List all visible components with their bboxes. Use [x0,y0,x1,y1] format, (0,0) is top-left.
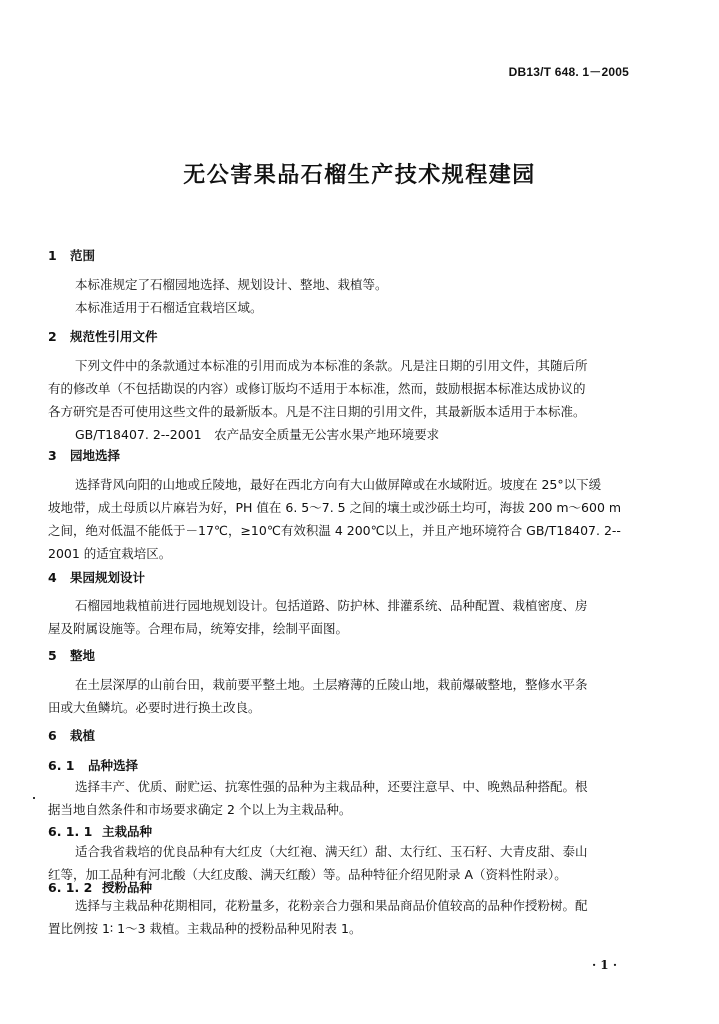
text-line: 置比例按 1∶ 1～3 栽植。主栽品种的授粉品种见附表 1。 [48,921,362,936]
text-line: 屋及附属设施等。合理布局，统筹安排，绘制平面图。 [48,621,349,636]
section-title: 品种选择 [88,758,139,773]
section-4-body [48,594,588,640]
section-1-body [75,273,388,319]
section-number: 6 [48,728,57,743]
section-number: 6. 1 [48,758,75,773]
text-line: 选择背风向阳的山地或丘陵地，最好在西北方向有大山做屏障或在水域附近。坡度在 25°以下缓 [75,477,602,492]
section-number: 6. 1. 2 [48,880,93,895]
text-line: 据当地自然条件和市场要求确定 2 个以上为主栽品种。 [48,802,352,817]
text-line: 下列文件中的条款通过本标准的引用而成为本标准的条款。凡是注日期的引用文件，其随后所 [75,358,588,373]
text-line: 坡地带，成土母质以片麻岩为好，PH 值在 6. 5～7. 5 之间的壤土或沙砾土均可，海拔 200 m～600 m [48,500,622,515]
section-title: 整地 [70,648,96,663]
standard-code: DB13/T 648. 1－2005 [508,65,629,79]
section-2-heading [48,327,158,345]
text-line: 本标准规定了石榴园地选择、规划设计、整地、栽植等。 [75,277,388,292]
section-title: 栽植 [70,728,96,743]
text-line: 在土层深厚的山前台田，栽前要平整土地。土层瘠薄的丘陵山地，栽前爆破整地，整修水平条 [75,677,588,692]
section-title: 园地选择 [70,448,121,463]
section-title: 果园规划设计 [70,570,146,585]
text-line: 适合我省栽培的优良品种有大红皮（大红袍、满天红）甜、太行红、玉石籽、大青皮甜、泰山 [75,844,588,859]
text-line: 选择丰产、优质、耐贮运、抗寒性强的品种为主栽品种，还要注意早、中、晚熟品种搭配。根 [75,779,588,794]
section-3-heading [48,446,120,464]
reference-line: GB/T18407. 2--2001 农产品安全质量无公害水果产地环境要求 [75,427,440,442]
section-number: 5 [48,648,57,663]
section-2-body [48,354,588,446]
section-3-body [48,473,621,565]
section-6-1-2-body [48,894,588,940]
text-line: 田或大鱼鳞坑。必要时进行换土改良。 [48,700,261,715]
text-line: 各方研究是否可使用这些文件的最新版本。凡是不注日期的引用文件，其最新版本适用于本标准。 [48,404,586,419]
text-line: 之间，绝对低温不能低于－17℃，≥10℃有效积温 4 200℃以上，并且产地环境符合 GB/T18407. 2-- [48,523,621,538]
margin-mark [33,797,35,799]
section-number: 2 [48,329,57,344]
section-6-1-body [48,775,588,821]
section-title: 授粉品种 [102,880,153,895]
text-line: 有的修改单（不包括勘误的内容）或修订版均不适用于本标准，然而，鼓励根据本标准达成协议的 [48,381,586,396]
text-line: 红等，加工品种有河北酸（大红皮酸、满天红酸）等。品种特征介绍见附录 A（资料性附录）。 [48,867,567,882]
text-line: 石榴园地栽植前进行园地规划设计。包括道路、防护林、排灌系统、品种配置、栽植密度、房 [75,598,588,613]
page-number: · 1 · [591,958,617,972]
section-5-body [48,673,588,719]
section-number: 4 [48,570,57,585]
section-6-heading [48,726,95,744]
text-line: 选择与主栽品种花期相同，花粉量多，花粉亲合力强和果品商品价值较高的品种作授粉树。配 [75,898,588,913]
section-number: 1 [48,248,57,263]
section-title: 规范性引用文件 [70,329,158,344]
section-number: 3 [48,448,57,463]
section-title: 范围 [70,248,96,263]
section-5-heading [48,646,95,664]
section-4-heading [48,568,145,586]
section-1-heading [48,246,95,264]
section-number: 6. 1. 1 [48,824,93,839]
document-title: 无公害果品石榴生产技术规程建园 [183,163,536,188]
text-line: 本标准适用于石榴适宜栽培区域。 [75,300,263,315]
section-6-1-1-heading [48,822,152,840]
section-6-1-heading [48,756,138,774]
text-line: 2001 的适宜栽培区。 [48,546,172,561]
section-title: 主栽品种 [102,824,153,839]
